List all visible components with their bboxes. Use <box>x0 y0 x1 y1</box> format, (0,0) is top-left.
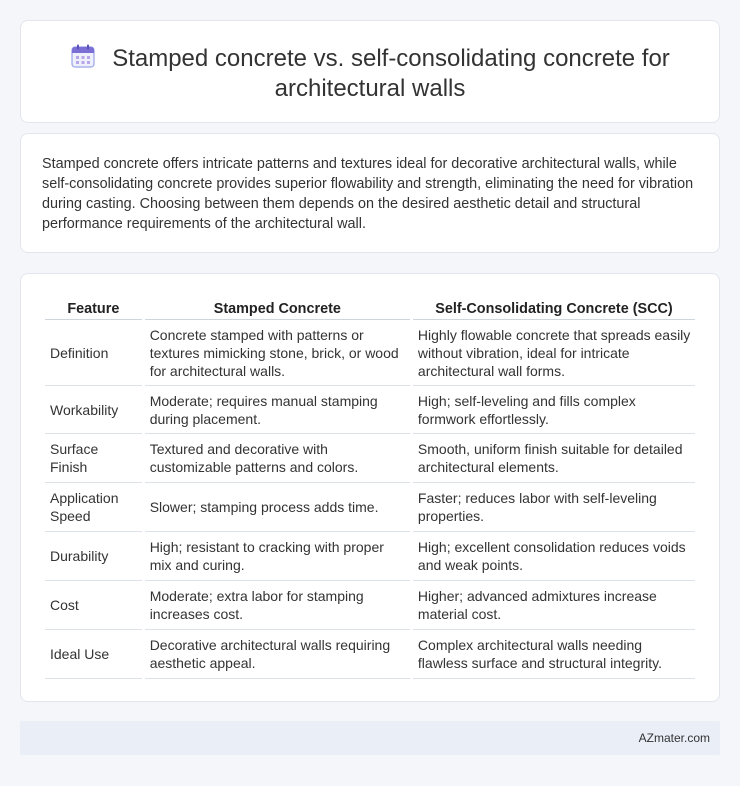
title-card <box>20 20 720 123</box>
stamped-cell: Textured and decorative with customizable patterns and colors. <box>145 434 410 483</box>
scc-cell: Higher; advanced admixtures increase material cost. <box>413 581 695 630</box>
table-row <box>45 386 695 434</box>
feature-cell: Surface Finish <box>45 434 142 483</box>
scc-cell: Faster; reduces labor with self-leveling properties. <box>413 483 695 532</box>
table-header-row <box>45 296 695 320</box>
stamped-cell: Slower; stamping process adds time. <box>145 483 410 532</box>
table-row <box>45 320 695 386</box>
table-row <box>45 532 695 581</box>
summary-card <box>20 133 720 253</box>
header-feature: Feature <box>45 296 142 320</box>
scc-cell: Highly flowable concrete that spreads easily without vibration, ideal for intricate architectural wall forms. <box>413 320 695 386</box>
scc-cell: High; excellent consolidation reduces voids and weak points. <box>413 532 695 581</box>
stamped-cell: Concrete stamped with patterns or textures mimicking stone, brick, or wood for architectural walls. <box>145 320 410 386</box>
stamped-cell: Decorative architectural walls requiring aesthetic appeal. <box>145 630 410 679</box>
feature-cell: Application Speed <box>45 483 142 532</box>
page-title: Stamped concrete vs. self-consolidating concrete for architectural walls <box>112 45 670 102</box>
table-row <box>45 630 695 679</box>
feature-cell: Workability <box>45 386 142 434</box>
comparison-table <box>42 296 698 679</box>
table-row <box>45 581 695 630</box>
footer-brand: AZmater.com <box>638 731 710 745</box>
footer-bar <box>20 721 720 755</box>
stamped-cell: Moderate; requires manual stamping during placement. <box>145 386 410 434</box>
scc-cell: Smooth, uniform finish suitable for detailed architectural elements. <box>413 434 695 483</box>
stamped-cell: High; resistant to cracking with proper mix and curing. <box>145 532 410 581</box>
scc-cell: High; self-leveling and fills complex formwork effortlessly. <box>413 386 695 434</box>
summary-text: Stamped concrete offers intricate patterns and textures ideal for decorative architectural walls, while self-consolidating concrete provides superior flowability and strength, eliminating the need for vibration during casting. Choosing between them depends on the desired aesthetic detail and structural performance requirements of the architectural wall. <box>42 156 694 232</box>
comparison-card <box>20 273 720 702</box>
page-title-block <box>21 43 719 104</box>
table-row <box>45 434 695 483</box>
header-scc: Self-Consolidating Concrete (SCC) <box>413 296 695 320</box>
feature-cell: Ideal Use <box>45 630 142 679</box>
scc-cell: Complex architectural walls needing flawless surface and structural integrity. <box>413 630 695 679</box>
header-stamped-concrete: Stamped Concrete <box>145 296 410 320</box>
stamped-cell: Moderate; extra labor for stamping increases cost. <box>145 581 410 630</box>
table-row <box>45 483 695 532</box>
feature-cell: Cost <box>45 581 142 630</box>
feature-cell: Durability <box>45 532 142 581</box>
calendar-icon <box>70 43 96 69</box>
feature-cell: Definition <box>45 320 142 386</box>
